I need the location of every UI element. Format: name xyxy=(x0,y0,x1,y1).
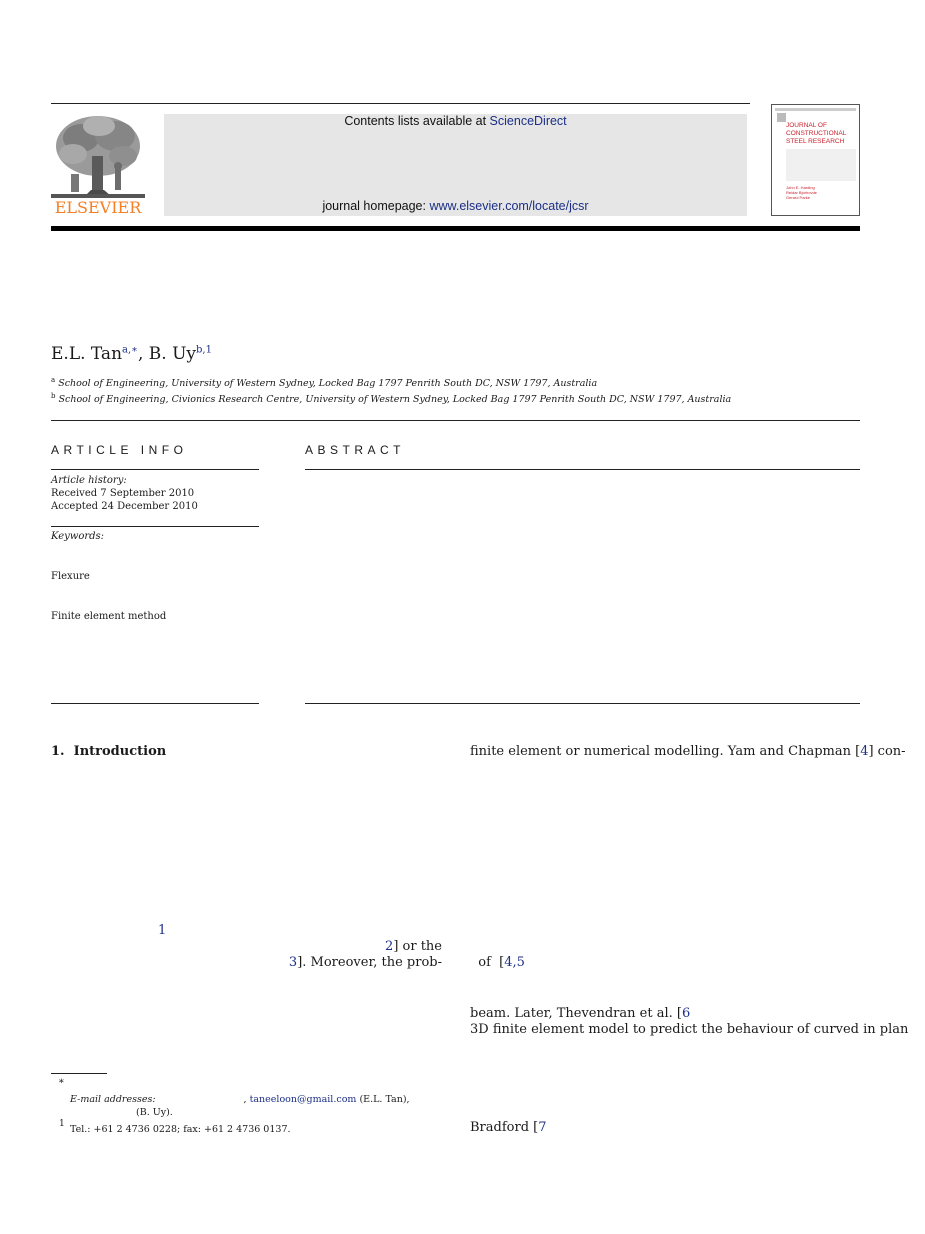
footnote-email-line xyxy=(70,1094,410,1105)
right-line-thevendran xyxy=(470,1006,690,1021)
ref-3[interactable]: 3 xyxy=(288,955,298,970)
article-info-heading: ARTICLE INFO xyxy=(51,443,188,457)
author-1: E.L. Tan xyxy=(51,344,123,364)
sciencedirect-link[interactable]: ScienceDirect xyxy=(489,114,567,128)
footnote-rule xyxy=(51,1073,107,1074)
ref-7[interactable]: 7 xyxy=(538,1120,547,1135)
left-line-ref-3 xyxy=(200,955,442,970)
keyword-flexure: Flexure xyxy=(51,571,90,582)
cover-editor-3: Gerard Parke xyxy=(786,195,811,200)
keywords-label: Keywords: xyxy=(51,531,105,542)
history-label: Article history: xyxy=(51,475,127,486)
right-beam-text: beam. Later, Thevendran et al. [ xyxy=(470,1006,682,1021)
elsevier-tree-icon xyxy=(51,112,145,198)
cover-editors xyxy=(786,185,856,200)
footnote-star: ∗ xyxy=(58,1076,65,1087)
homepage-prefix: journal homepage: xyxy=(322,199,430,213)
author-separator: , xyxy=(137,344,149,364)
cover-title xyxy=(786,122,856,146)
article-info-bottom-rule xyxy=(51,703,259,704)
right-bradford-text: Bradford [ xyxy=(470,1120,539,1135)
homepage-line xyxy=(164,199,747,213)
journal-homepage-link[interactable]: www.elsevier.com/locate/jcsr xyxy=(429,199,589,213)
right-line-of xyxy=(470,940,525,970)
affiliation-b-mark: b xyxy=(51,392,56,400)
email-label: E-mail addresses: xyxy=(70,1094,156,1105)
left-ref-1[interactable]: 1 xyxy=(158,923,167,938)
received-date: Received 7 September 2010 xyxy=(51,488,195,499)
elsevier-logo xyxy=(51,112,145,218)
contents-line xyxy=(164,114,747,128)
article-history xyxy=(51,474,198,513)
cover-title-line3: STEEL RESEARCH xyxy=(786,138,845,145)
cover-editor-1: John E. Harding xyxy=(786,185,815,190)
cover-title-line1: JOURNAL OF xyxy=(786,122,827,129)
right-line-3d-model: 3D finite element model to predict the behaviour of curved in plan xyxy=(470,1022,909,1037)
footnote-uy: (B. Uy). xyxy=(136,1107,173,1118)
right-line-yam-chapman xyxy=(470,744,906,759)
article-info-rule xyxy=(51,469,259,470)
affiliation-b-text: School of Engineering, Civionics Research Centre, University of Western Sydney, Locked Bag 1797 Penrith South DC, NSW 1797, Australia xyxy=(58,394,732,406)
left-line-3-text: ]. Moreover, the prob- xyxy=(297,955,442,970)
right-of-text: of [ xyxy=(478,955,505,970)
author-2-affiliation-mark[interactable]: b,1 xyxy=(196,344,212,356)
footnote-1-text: Tel.: +61 2 4736 0228; fax: +61 2 4736 0137. xyxy=(70,1124,291,1135)
affiliation-a-text: School of Engineering, University of Western Sydney, Locked Bag 1797 Penrith South DC, NSW 1797, Australia xyxy=(58,378,598,390)
ref-6[interactable]: 6 xyxy=(681,1006,691,1021)
email-separator: , xyxy=(243,1094,250,1105)
ref-4-5[interactable]: 4,5 xyxy=(504,955,525,970)
info-top-rule xyxy=(51,420,860,421)
cover-editor-2: Reidar Bjorhovde xyxy=(786,190,817,195)
abstract-bottom-rule xyxy=(305,703,860,704)
ref-4[interactable]: 4 xyxy=(860,744,869,759)
abstract-heading: ABSTRACT xyxy=(305,443,406,457)
section-heading-introduction: 1. Introduction xyxy=(51,744,167,759)
affiliation-a-mark: a xyxy=(51,376,56,384)
header-thick-rule xyxy=(51,226,860,231)
keywords-rule xyxy=(51,526,259,527)
author-line xyxy=(51,344,212,364)
left-line-2-text: ] or the xyxy=(393,939,442,954)
left-line-ref-2 xyxy=(200,939,442,954)
footnote-1-mark: 1 xyxy=(59,1119,65,1129)
author-1-affiliation-mark[interactable]: a,∗ xyxy=(122,344,138,356)
contents-prefix: Contents lists available at xyxy=(344,114,490,128)
email-link[interactable]: taneeloon@gmail.com xyxy=(249,1094,357,1105)
author-2: B. Uy xyxy=(148,344,196,364)
email-after: (E.L. Tan), xyxy=(356,1094,410,1105)
ref-2[interactable]: 2 xyxy=(385,939,394,954)
keyword-fem: Finite element method xyxy=(51,611,167,622)
affiliation-a xyxy=(51,376,597,389)
accepted-date: Accepted 24 December 2010 xyxy=(51,501,198,512)
journal-header-box xyxy=(164,114,747,216)
right-line-1-end: ] con- xyxy=(868,744,906,759)
journal-cover xyxy=(771,104,860,216)
abstract-top-rule xyxy=(305,469,860,470)
cover-title-line2: CONSTRUCTIONAL xyxy=(786,130,847,137)
affiliation-b xyxy=(51,392,731,405)
publisher-name: ELSEVIER xyxy=(54,198,142,217)
cover-top-bar xyxy=(775,108,856,111)
right-line-1-text: finite element or numerical modelling. Yam and Chapman [ xyxy=(470,744,861,759)
cover-emblem-icon xyxy=(777,113,786,122)
right-line-bradford xyxy=(470,1120,547,1135)
cover-image-block xyxy=(786,149,856,181)
header-top-rule xyxy=(51,103,750,104)
